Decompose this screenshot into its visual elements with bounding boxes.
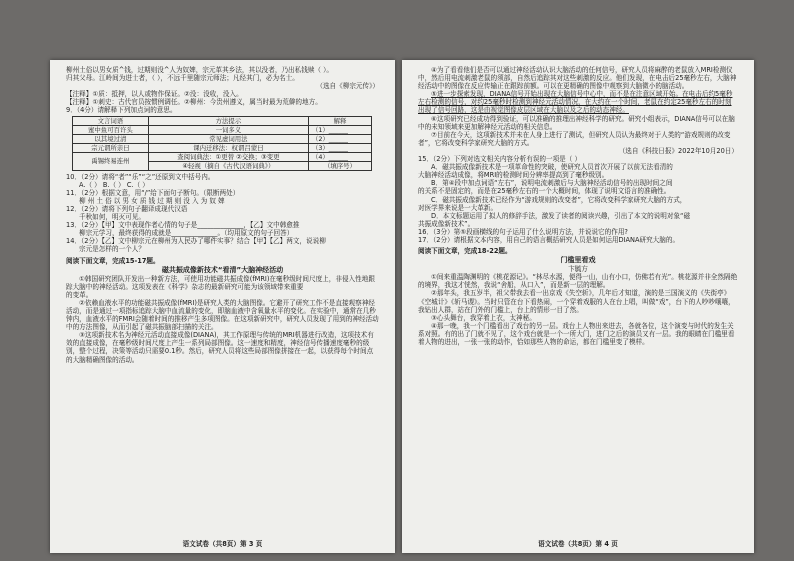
table-cell: 蜜中鱼可百许头 — [73, 125, 149, 134]
question-10: 10．（2分）请将“者”“乐”“之”还原到文中括号内。 — [66, 172, 215, 181]
answer-blank[interactable]: （4）______ — [308, 152, 371, 161]
reading-instruction: 阅读下面文章，完成15-17题。 — [66, 256, 160, 265]
paragraph: ②依赖血液水平的功能磁共振成像(fMRI)是研究人类的大脑图像。它避开了研究工作不是直接观察神经活动，而是通过一项指标追踪大脑中血流量的变化，即脑血液中含氧量水平的变化。在实验中，通常在几秒钟内，血液水平的FMRI会随着时间的推移产生多项图像。在这项新研究中，研究人员发现了用到的神经活动中的方法图像，从而引起了磁共振脑部扫描的关注。 — [66, 298, 379, 332]
table-row — [73, 152, 372, 161]
option-d: D．本文标题运用了拟人的修辞手法，激发了读者的阅读兴趣，引出了本文的说明对象“磁 — [431, 211, 691, 220]
table-cell: 常见虚词用法 — [148, 134, 308, 143]
annotation-note: 【注释】①刺史：古代官员按惯例调任。②柳州：今贵州遵义，属当时最为荒僻的地方。 — [66, 98, 322, 107]
annotation-note: 【注释】①质：抵押，以人或物作保证。②没：没收，没入。 — [66, 90, 243, 99]
paragraph: ②那年头，我五岁半，祖父带我去看一出京戏《失空斩》，几年后才知道，演的是三国演义的《失街亭》《空城计》《斩马谡》。当时只管在台下看热闹，一个穿着戏服的人在台上唱，叫做“戏”，台下的人吵吵嚷嚷，我钻出人群，站在门外的门槛上，台上的情形一目了然。 — [418, 289, 735, 314]
paragraph: ③心头舞台，我穿着上衣，太神秘。 — [431, 313, 536, 322]
paragraph: ①韩国研究团队开发出一种新方法，可使用功能磁共振成像(fMRI)在毫秒级时间尺度上，非侵入性地跟踪大脑中的神经活动。这项发表在《科学》杂志的最新研究可能为该领域带来重要 — [66, 274, 375, 291]
question-9: 9．（4分）请解释下列加点词的意思。 — [66, 106, 177, 115]
question-13-cont: 柳宗元学习，最终获得的成就是______________。（均用原文的句子回答） — [79, 229, 294, 238]
left-content — [50, 60, 395, 364]
option-a: A．磁共振成像新技术是一项革命性的突破，使研究人员首次开展了以前无法看清的 — [431, 163, 673, 172]
exam-page-right — [402, 60, 754, 553]
paragraph: ①间来重温陶渊明的《桃花源记》。“林尽水源，便得一山，山有小口，仿佛若有光”。桃花源并非全然隔绝的境界，我这才恍然，我说“舍船，从口入”，而是新一层的理解。 — [418, 273, 738, 290]
paragraph: ④为了看看他们是否可以通过神经活动认识大脑活动的任何信号，研究人员将麻醉的老鼠放入MRI检测仪中，然后用电流刺激老鼠的须部，自然后追踪其对这些刺激的反应。他们发现，在电击后25毫秒左右，大脑神经活动中的图像在反应传输正在跟踪前额。可以在更精确的图像中观察到大脑微小的脑活动。 — [418, 66, 737, 91]
question-12: 12．（2分）请将下列句子翻译成现代汉语 — [66, 204, 188, 213]
right-content — [402, 60, 754, 346]
answer-options[interactable]: A.（ ） B.（ ） C.（ ） — [79, 180, 149, 189]
text-line: 柳州土俗以男女质^钱，过期则没^人为奴婢，宗元革其乡法，其以没者，乃出私钱赎（ ）。 — [66, 66, 334, 74]
answer-blank[interactable]: （3）______ — [308, 143, 371, 152]
table-cell: 宗元谓所亲曰 — [73, 143, 149, 152]
answer-blank[interactable]: （2）______ — [308, 134, 371, 143]
question-13: 13．（2分）【甲】文中表现作者心情的句子是______________，【乙】文中韩愈推 — [66, 221, 300, 230]
answer-blank[interactable]: （1）______ — [308, 125, 371, 134]
page-footer: 语文试卷（共8页）第 3 页 — [182, 540, 263, 548]
paragraph: ⑦目前在今天，这项新技术并未在人身上进行了测试，但研究人员认为最终对于人类的“游戏规则的改变者”，它将改变科学家研究大脑的方式。 — [418, 130, 731, 147]
table-header: 方法提示 — [148, 116, 308, 125]
option-c-cont: 对医学界来说是一大革新。 — [418, 203, 498, 212]
article-author: 卞毓方 — [568, 265, 588, 274]
paragraph: ③这项新技术名为神经元活动直接成像(DIANA)，其工作原理与传统的MRI机器进行改造，这项技术有效的直接成像，在毫秒级时间尺度上产生一系列局部图像。这一速度和精度，神经信号传播速度毫秒的级别，整个过程，决策等活动只需要0.1秒。然后，研究人员将这些局部图像拼接在一起，以获得每个时间点的大脑精确图像的活动。 — [66, 331, 374, 364]
table-cell: 课内迁移法：权谓吕蒙曰 — [148, 143, 308, 152]
source-citation: （选自《柳宗元传》） — [316, 82, 379, 91]
sentence-to-translate: 千秋如何，明灭可见。 — [79, 213, 145, 222]
question-14: 14．（2分）【乙】文中柳宗元在柳州为人民办了哪件实事？结合【甲】【乙】两文，说说柳 — [66, 237, 326, 246]
question-14-cont: 宗元是怎样的一个人？ — [79, 245, 145, 254]
option-a-cont: 大脑神经活动成像，将MRI的检测时间分辨率提高到了毫秒级别。 — [418, 171, 609, 180]
article-title: 磁共振成像新技术“看清”大脑神经活动 — [161, 265, 284, 274]
table-row — [73, 134, 372, 143]
exam-page-left — [50, 60, 395, 553]
table-cell: （填序号） — [308, 161, 371, 170]
source-citation: （选自《科技日报》2022年10月20日） — [618, 146, 738, 155]
option-b-cont: 的关系不是固定的，而是在25毫秒左右的一个大概时间，体现了说明文语言的准确性。 — [418, 187, 671, 196]
question-11: 11．（2分）根据文意，用“/”给下面句子断句。（限断两处） — [66, 188, 240, 197]
question-15: 15．（2分）下列对选文相关内容分析有误的一项是（ ） — [418, 155, 582, 164]
question-17: 17．（2分）请根据文本内容，用自己的语言概括研究人员是如何运用DIANA研究大脑的。 — [418, 235, 680, 244]
text-line: 归其父母。江岭间为进士者，（ ），不远千里随宗元师法；凡经其门，必为名士。 — [66, 74, 299, 83]
table-header: 文言词语 — [73, 116, 149, 125]
table-header: 解释 — [308, 116, 371, 125]
article-title: 门槛里看戏 — [560, 256, 596, 265]
table-row — [73, 143, 372, 152]
reading-instruction: 阅读下面文章，完成18-22题。 — [418, 247, 512, 256]
option-c: C．磁共振成像新技术已经作为“游戏规则的改变者”，它将改变科学家研究大脑的方式， — [431, 195, 687, 204]
option-b: B．第④段中加点词语“左右”，说明电流刺激后与大脑神经活动信号的出现时间之间 — [431, 179, 673, 188]
option-d-cont: 共振成像新技术”。 — [418, 219, 475, 228]
table-row — [73, 125, 372, 134]
table-cell: 查阅词典法：①更替 ②交换；③变更 — [148, 152, 308, 161]
table-cell: 一词多义 — [148, 125, 308, 134]
table-cell: ④轻视（摘自《古代汉语词典》） — [148, 161, 308, 170]
paragraph: 的变革。 — [66, 290, 93, 299]
sentence-to-segment: 柳 州 土 俗 以 男 女 质 钱 过 期 则 没 入 为 奴 婢 — [79, 196, 225, 205]
paragraph: ⑥这项研究已经成功得到验证，可以准确的推理出神经科学的研究。研究小组表示，DIANA信号可以在脑中的未知领域来更加解神经元活动的相关信息。 — [418, 114, 735, 131]
word-explanation-table — [72, 116, 372, 171]
page-footer: 语文试卷（共8页）第 4 页 — [538, 540, 618, 548]
table-cell: 以其境过清 — [73, 134, 149, 143]
underlined-paragraph: ⑤进一步探索发现，DIANA信号开始出现在大脑信号中心中，而不是在注意区域开始。在电击后约5毫秒左右检测的信号，对约25毫秒时检测到神经元活动情况，在大约在一个时间，老鼠在约定25毫秒左右的时刻出现了信号回路，这是由视觉图像皮层区域在大脑以及之后的动态神经。 — [418, 90, 733, 115]
paragraph: ④那一晚，我一个门槛看出了戏台的另一层。戏台上人物出来进去，各就各位，这个演变与时代的发生关系对照。有的出了门就不见了，这个戏台就是一个一所大门，进门之后的演员又有一层。我的眼睛在门槛里看着人物的进出，一张一张的动作，恰如那些人物的命运，都在门槛里变了模样。 — [418, 321, 735, 346]
table-cell: 禹锡终易连州 — [73, 152, 149, 170]
question-16: 16．（3分）第⑤段画横线的句子运用了什么说明方法，并说说它的作用? — [418, 227, 628, 236]
